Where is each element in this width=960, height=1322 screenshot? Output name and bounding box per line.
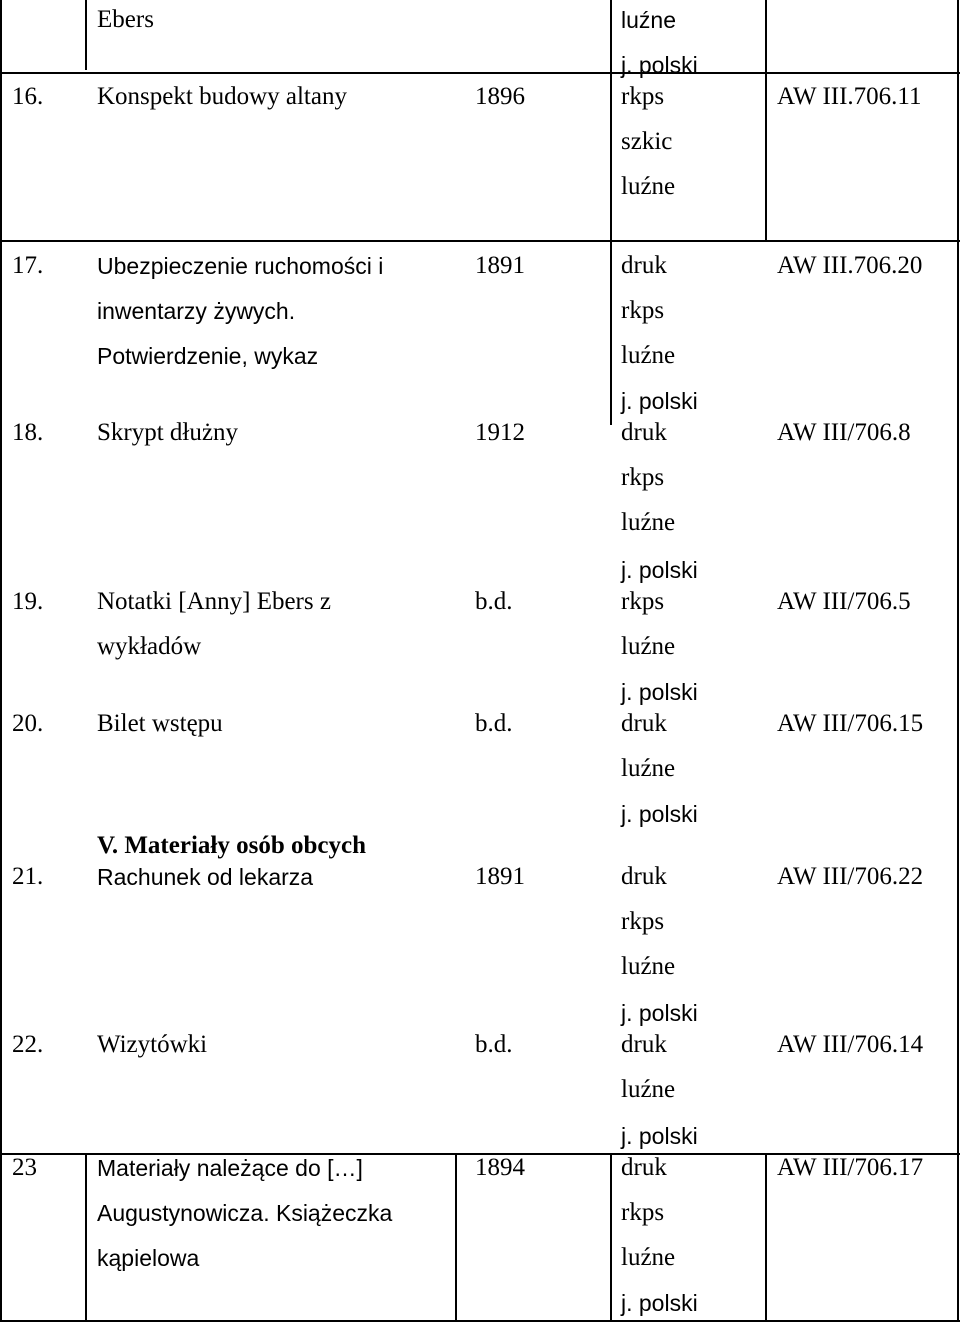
entry-format-line: j. polski	[621, 388, 698, 414]
entry-format-line: druk	[621, 1154, 667, 1181]
entry-format-line: luźne	[621, 1076, 676, 1103]
entry-year: b.d.	[475, 710, 513, 737]
column-divider-year	[455, 1155, 457, 1322]
entry-title-line: Wizytówki	[97, 1031, 208, 1058]
entry-format-line: luźne	[621, 342, 676, 369]
entry-format-line: j. polski	[621, 557, 698, 583]
entry-format-line: j. polski	[621, 1290, 698, 1316]
entry-signature: AW III.706.20	[777, 252, 923, 279]
entry-title-line: Notatki [Anny] Ebers z	[97, 588, 331, 615]
entry-title-line: Konspekt budowy altany	[97, 83, 347, 110]
entry-format-line: rkps	[621, 83, 665, 110]
entry-title-line: Potwierdzenie, wykaz	[97, 343, 319, 369]
entry-title-line: Rachunek od lekarza	[97, 864, 314, 890]
entry-year: 1912	[475, 419, 525, 446]
entry-format-line: rkps	[621, 588, 665, 615]
entry-signature: AW III/706.15	[777, 710, 924, 737]
entry-title-line: kąpielowa	[97, 1245, 200, 1271]
entry-number: 20.	[12, 710, 44, 737]
entry-format-line: luźne	[621, 7, 676, 33]
entry-format-line: luźne	[621, 953, 676, 980]
entry-signature: AW III/706.22	[777, 863, 924, 890]
entry-format-line: druk	[621, 1031, 667, 1058]
entry-format-line: druk	[621, 252, 667, 279]
entry-signature: AW III/706.5	[777, 588, 911, 615]
entry-signature: AW III.706.11	[777, 83, 922, 110]
entry-signature: AW III/706.14	[777, 1031, 924, 1058]
entry-year: b.d.	[475, 1031, 513, 1058]
column-divider-number	[85, 0, 87, 70]
entry-title-line: wykładów	[97, 633, 202, 660]
column-divider-format	[610, 0, 612, 425]
entry-year: 1896	[475, 83, 525, 110]
entry-year: 1894	[475, 1154, 525, 1181]
entry-format-line: luźne	[621, 633, 676, 660]
entry-signature: AW III/706.17	[777, 1154, 924, 1181]
entry-title-line: Ubezpieczenie ruchomości i	[97, 253, 384, 279]
entry-format-line: szkic	[621, 128, 673, 155]
entry-title-line: Bilet wstępu	[97, 710, 223, 737]
entry-year: 1891	[475, 252, 525, 279]
entry-number: 23	[12, 1154, 37, 1181]
entry-number: 16.	[12, 83, 44, 110]
entry-number: 21.	[12, 863, 44, 890]
entry-format-line: luźne	[621, 509, 676, 536]
entry-title-line: Skrypt dłużny	[97, 419, 238, 446]
entry-format-line: j. polski	[621, 801, 698, 827]
entry-format-line: j. polski	[621, 1000, 698, 1026]
entry-format-line: j. polski	[621, 52, 698, 78]
entry-format-line: luźne	[621, 173, 676, 200]
entry-number: 18.	[12, 419, 44, 446]
entry-format-line: rkps	[621, 1199, 665, 1226]
column-divider-signature	[765, 1155, 767, 1322]
entry-signature: AW III/706.8	[777, 419, 911, 446]
row-divider	[0, 240, 960, 242]
column-divider-number	[85, 1155, 87, 1322]
entry-format-line: luźne	[621, 1244, 676, 1271]
entry-title-line: Materiały należące do […]	[97, 1155, 363, 1181]
entry-format-line: j. polski	[621, 679, 698, 705]
column-divider-format	[610, 1155, 612, 1322]
entry-title-line: Ebers	[97, 6, 154, 33]
table-border-left	[0, 0, 2, 1322]
entry-format-line: druk	[621, 419, 667, 446]
entry-title-line: inwentarzy żywych.	[97, 298, 296, 324]
entry-year: b.d.	[475, 588, 513, 615]
table-border-right	[957, 0, 959, 1322]
entry-year: 1891	[475, 863, 525, 890]
entry-title-line: Augustynowicza. Książeczka	[97, 1200, 393, 1226]
row-divider	[0, 72, 960, 74]
entry-number: 19.	[12, 588, 44, 615]
entry-format-line: rkps	[621, 908, 665, 935]
entry-format-line: luźne	[621, 755, 676, 782]
entry-format-line: rkps	[621, 297, 665, 324]
entry-number: 22.	[12, 1031, 44, 1058]
entry-format-line: rkps	[621, 464, 665, 491]
entry-number: 17.	[12, 252, 44, 279]
entry-format-line: druk	[621, 863, 667, 890]
entry-format-line: druk	[621, 710, 667, 737]
entry-format-line: j. polski	[621, 1123, 698, 1149]
column-divider-signature	[765, 0, 767, 242]
section-heading: V. Materiały osób obcych	[97, 832, 366, 859]
